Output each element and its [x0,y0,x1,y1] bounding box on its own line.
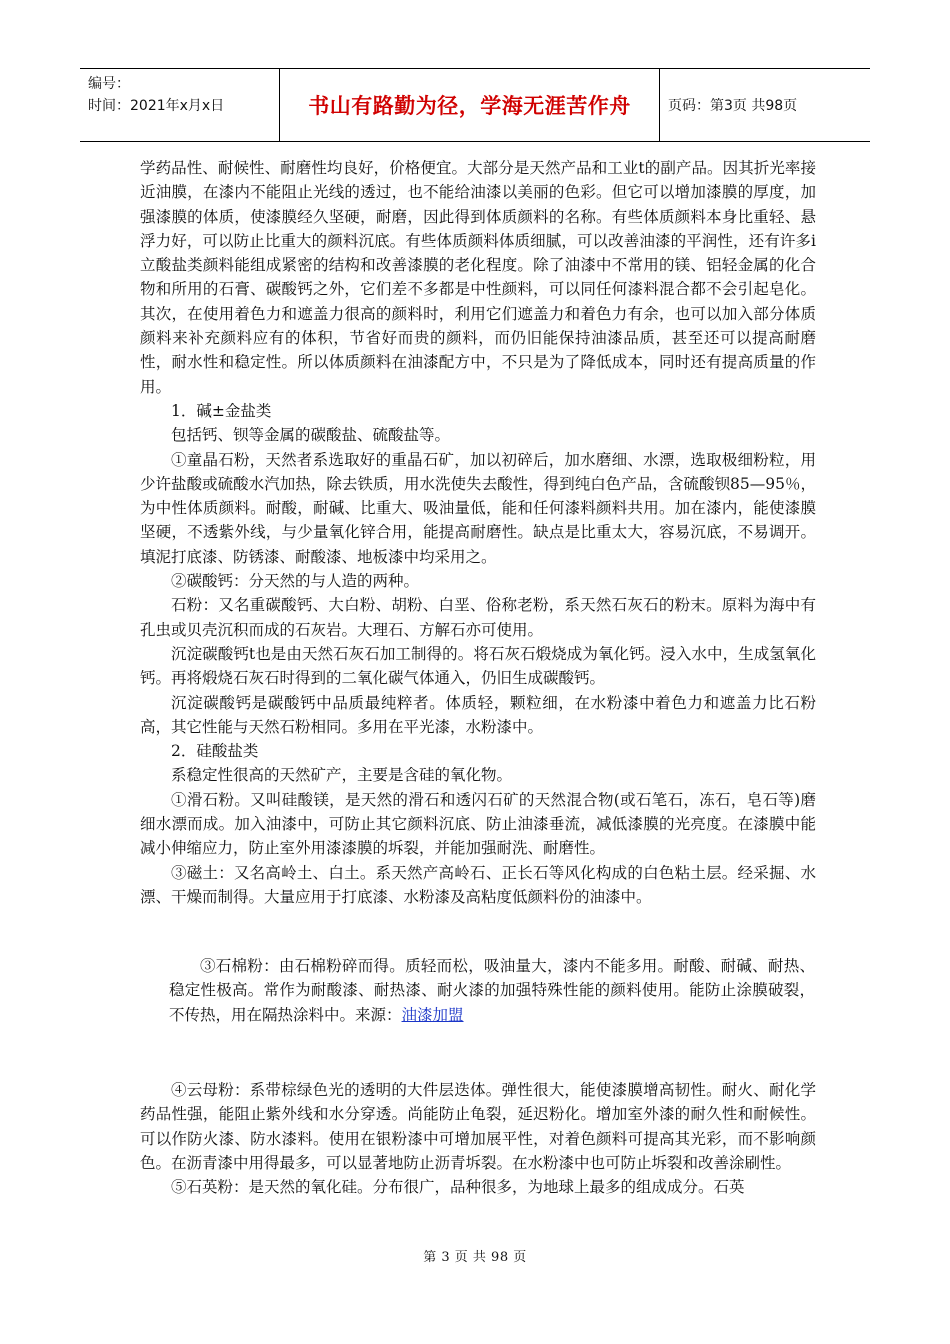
document-number-label: 编号： [88,76,130,92]
paragraph: 包括钙、钡等金属的碳酸盐、硫酸盐等。 [171,426,451,445]
paragraph: ②碳酸钙：分天然的与人造的两种。 [171,572,420,591]
section-heading: 1．碱±金盐类 [171,401,272,420]
asbestos-block [169,954,815,1027]
paragraph: 石粉：又名重碳酸钙、大白粉、胡粉、白垩、俗称老粉，系天然石灰石的粉末。原料为海中有孔虫或贝壳沉积而成的石灰岩。大理石、方解石亦可使用。 [140,596,816,639]
paragraph: ①滑石粉。又叫硅酸镁，是天然的滑石和透闪石矿的天然混合物(或石笔石，冻石，皂石等)磨细水漂而成。加入油漆中，可防止其它颜料沉底、防止油漆垂流，减低漆膜的光亮度。在漆膜中能减小伸缩应力，防止室外用漆漆膜的坼裂，并能加强耐洗、耐磨性。 [140,790,816,858]
section-heading: 2．硅酸盐类 [171,742,259,761]
document-time-label: 时间：2021年x月x日 [88,98,225,114]
document-body-continued [140,1078,816,1199]
header-motto: 书山有路勤为径，学海无涯苦作舟 [280,69,660,141]
paragraph: 系稳定性很高的天然矿产，主要是含硅的氧化物。 [171,766,513,785]
header-meta [80,69,280,141]
paragraph-text: ③石棉粉：由石棉粉碎而得。质轻而松，吸油量大，漆内不能多用。耐酸、耐碱、耐热、稳定性极高。常作为耐酸漆、耐热漆、耐火漆的加强特殊性能的颜料使用。能防止涂膜破裂，不传热，用在隔热涂料中。来源： [169,957,815,1024]
header-page-number: 页码：第3页 共98页 [668,98,798,114]
paragraph: ③磁土：又名高岭土、白土。系天然产高岭石、正长石等风化构成的白色粘土层。经采掘、水漂、干燥而制得。大量应用于打底漆、水粉漆及高粘度低颜料份的油漆中。 [140,863,816,906]
paragraph [169,954,815,1027]
page-footer: 第 3 页 共 98 页 [423,1250,527,1265]
paragraph: ⑤石英粉：是天然的氧化硅。分布很广，品种很多，为地球上最多的组成成分。石英 [171,1178,745,1197]
paragraph: ①童晶石粉，天然者系选取好的重晶石矿，加以初碎后，加水磨细、水漂，选取极细粉粒，用少许盐酸或硫酸水汽加热，除去铁质，用水洗使失去酸性，得到纯白色产品，含硫酸钡85—95％，为中性体质颜料。耐酸，耐碱、比重大、吸油量低，能和任何漆料颜料共用。加在漆内，能使漆膜坚硬，不透紫外线，与少量氧化锌合用，能提高耐磨性。缺点是比重太大，容易沉底，不易调开。填泥打底漆、防锈漆、耐酸漆、地板漆中均采用之。 [140,450,816,566]
paragraph: ④云母粉：系带棕绿色光的透明的大件层迭体。弹性很大，能使漆膜增高韧性。耐火、耐化学药品性强，能阻止紫外线和水分穿透。尚能防止龟裂，延迟粉化。增加室外漆的耐久性和耐候性。可以作防火漆、防水漆料。使用在银粉漆中可增加展平性，对着色颜料可提高其光彩，而不影响颜色。在沥青漆中用得最多，可以显著地防止沥青坼裂。在水粉漆中也可防止坼裂和改善涂刷性。 [140,1081,816,1172]
paragraph: 沉淀碳酸钙t也是由天然石灰石加工制得的。将石灰石煅烧成为氧化钙。浸入水中，生成氢氧化钙。再将煅烧石灰石时得到的二氧化碳气体通入，仍旧生成碳酸钙。 [140,644,816,688]
source-link[interactable]: 油漆加盟 [401,1005,464,1024]
page-header [80,68,870,142]
paragraph: 学药品性、耐候性、耐磨性均良好，价格便宜。大部分是天然产品和工业t的副产品。因其折光率接近油膜，在漆内不能阻止光线的透过，也不能给油漆以美丽的色彩。但它可以增加漆膜的厚度，加强漆膜的体质，使漆膜经久坚硬，耐磨，因此得到体质颜料的名称。有些体质颜料本身比重轻、悬浮力好，可以防止比重大的颜料沉底。有些体质颜料体质细腻，可以改善油漆的平润性，还有许多i立酸盐类颜料能组成紧密的结构和改善漆膜的老化程度。除了油漆中不常用的镁、铝轻金属的化合物和所用的石膏、碳酸钙之外，它们差不多都是中性颜料，可以同任何漆料混合都不会引起皂化。其次，在使用着色力和遮盖力很高的颜料时，利用它们遮盖力和着色力有余，也可以加入部分体质颜料来补充颜料应有的体积，节省好而贵的颜料，而仍旧能保持油漆品质，甚至还可以提高耐磨性，耐水性和稳定性。所以体质颜料在油漆配方中，不只是为了降低成本，同时还有提高质量的作用。 [140,159,816,396]
document-body [140,156,816,909]
paragraph: 沉淀碳酸钙是碳酸钙中品质最纯粹者。体质轻，颗粒细，在水粉漆中着色力和遮盖力比石粉高，其它性能与天然石粉相同。多用在平光漆，水粉漆中。 [140,693,816,736]
